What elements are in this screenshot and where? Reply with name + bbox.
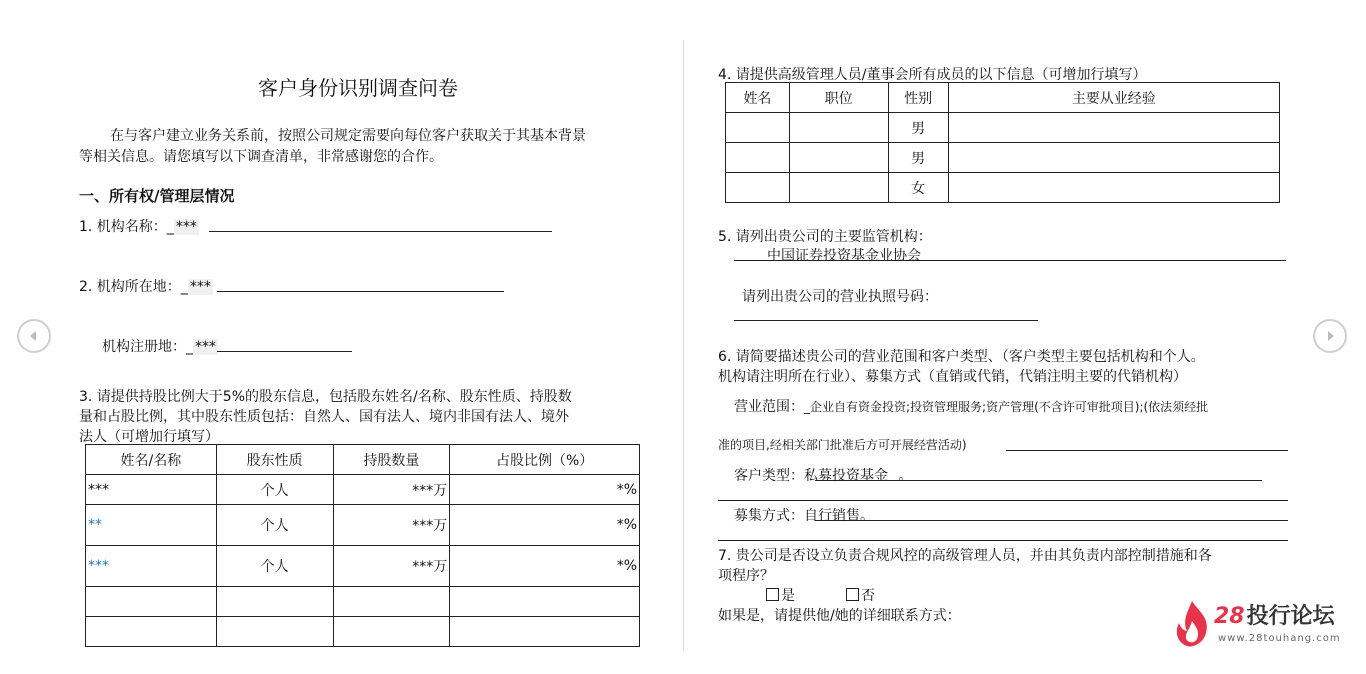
shareholder-pct: *% <box>450 475 640 505</box>
q3-line-2: 量和占股比例，其中股东性质包括：自然人、国有法人、境内非国有法人、境外 <box>79 409 569 425</box>
mgmt-position <box>789 113 888 143</box>
shareholder-type: 个人 <box>216 505 333 546</box>
table-row <box>726 143 1280 173</box>
shareholder-qty <box>333 617 450 647</box>
mgmt-gender: 男 <box>888 113 948 143</box>
raise-method-tail: 。 <box>860 508 874 524</box>
shareholder-name: ** <box>86 505 217 546</box>
org-name-value: *** <box>175 219 197 235</box>
q4-text: 4. 请提供高级管理人员/董事会所有成员的以下信息（可增加行填写） <box>718 67 1147 83</box>
table-row <box>726 113 1280 143</box>
mgmt-name <box>726 173 790 203</box>
raise-method-underline <box>815 520 1288 521</box>
table-row <box>86 587 640 617</box>
col-header-name: 姓名/名称 <box>86 445 217 475</box>
option-no[interactable]: 否 <box>846 585 875 605</box>
chevron-left-icon <box>27 329 41 343</box>
shareholder-qty <box>333 587 450 617</box>
shareholder-table <box>85 444 640 647</box>
shareholder-type: 个人 <box>216 546 333 587</box>
scope-underline <box>1006 450 1288 451</box>
raise-method-line: 募集方式：自行销售。 <box>734 508 874 524</box>
col-header-type: 股东性质 <box>216 445 333 475</box>
scope-value-1: _企业自有资金投资;投资管理服务;资产管理(不含许可审批项目);(依法须经批 <box>804 400 1209 414</box>
table-row <box>86 617 640 647</box>
raise-method-rule <box>718 540 1288 541</box>
shareholder-name: *** <box>86 475 217 505</box>
option-yes[interactable]: 是 <box>766 585 795 605</box>
q7-line-1: 7. 贵公司是否设立负责合规风控的高级管理人员，并由其负责内部控制措施和各 <box>718 548 1212 564</box>
q3-line-3: 法人（可增加行填写） <box>79 429 219 445</box>
table-row <box>726 173 1280 203</box>
license-label: 请列出贵公司的营业执照号码： <box>742 289 938 305</box>
chevron-right-icon <box>1323 329 1337 343</box>
mgmt-gender: 女 <box>888 173 948 203</box>
mgmt-name <box>726 113 790 143</box>
table-row <box>86 475 640 505</box>
management-header-row <box>726 83 1280 113</box>
checkbox-yes[interactable] <box>766 588 779 601</box>
shareholder-name <box>86 617 217 647</box>
org-name-underline <box>209 231 552 232</box>
client-type-underline <box>815 480 1262 481</box>
mgmt-experience <box>948 173 1279 203</box>
watermark-url: www.28touhang.com <box>1218 633 1341 644</box>
license-underline <box>734 320 1038 321</box>
scope-line-1: 营业范围：_企业自有资金投资;投资管理服务;资产管理(不含许可审批项目);(依法须经批 <box>734 399 1209 415</box>
mgmt-experience <box>948 143 1279 173</box>
mgmt-position <box>789 173 888 203</box>
mgmt-name <box>726 143 790 173</box>
col-header-gender: 性别 <box>888 83 948 113</box>
shareholder-name <box>86 587 217 617</box>
col-header-position: 职位 <box>789 83 888 113</box>
intro-line-1: 在与客户建立业务关系前，按照公司规定需要向每位客户获取关于其基本背景 <box>110 128 586 144</box>
contact-prompt: 如果是，请提供他/她的详细联系方式： <box>718 608 961 624</box>
org-registration-underline <box>217 351 352 352</box>
intro-line-2: 等相关信息。请您填写以下调查清单，非常感谢您的合作。 <box>79 149 443 165</box>
col-header-pct: 占股比例（%） <box>450 445 640 475</box>
section-heading: 一、所有权/管理层情况 <box>79 187 235 205</box>
client-type-line: 客户类型：私募投资基金 。 <box>734 468 913 484</box>
regulator-underline <box>734 260 1286 261</box>
mgmt-experience <box>948 113 1279 143</box>
shareholder-qty: ***万 <box>333 475 450 505</box>
shareholder-type <box>216 617 333 647</box>
checkbox-no[interactable] <box>846 588 859 601</box>
shareholder-type <box>216 587 333 617</box>
q5-text: 5. 请列出贵公司的主要监管机构： <box>718 229 932 245</box>
raise-method-value: 自行销售 <box>804 508 860 524</box>
col-header-qty: 持股数量 <box>333 445 450 475</box>
table-row <box>86 505 640 546</box>
watermark-brand: 28投行论坛 <box>1214 604 1335 629</box>
client-type-tail: 。 <box>898 468 913 484</box>
page-title: 客户身份识别调查问卷 <box>258 76 458 100</box>
management-table <box>725 82 1280 203</box>
shareholder-qty: ***万 <box>333 505 450 546</box>
org-location-label: 2. 机构所在地：_ *** <box>79 279 211 295</box>
mgmt-position <box>789 143 888 173</box>
shareholder-pct <box>450 617 640 647</box>
org-registration-label: 机构注册地：_ *** <box>102 339 216 355</box>
q6-line-2: 机构请注明所在行业）、募集方式（直销或代销，代销注明主要的代销机构） <box>718 369 1187 385</box>
mgmt-gender: 男 <box>888 143 948 173</box>
shareholder-type: 个人 <box>216 475 333 505</box>
shareholder-qty: ***万 <box>333 546 450 587</box>
watermark-logo <box>1172 599 1352 651</box>
col-header-experience: 主要从业经验 <box>948 83 1279 113</box>
client-type-rule <box>718 500 1288 501</box>
prev-page-button[interactable] <box>17 319 51 353</box>
org-name-label: 1. 机构名称：_ *** <box>79 219 197 235</box>
q7-line-2: 项程序？ <box>718 568 774 584</box>
scope-value-2: 准的项目,经相关部门批准后方可开展经营活动) <box>718 438 967 452</box>
regulator-answer: 中国证券投资基金业协会 <box>767 248 921 264</box>
flame-icon <box>1172 599 1212 649</box>
shareholder-header-row <box>86 445 640 475</box>
col-header-name: 姓名 <box>726 83 790 113</box>
table-row <box>86 546 640 587</box>
org-location-underline <box>217 291 504 292</box>
q3-line-1: 3. 请提供持股比例大于5%的股东信息，包括股东姓名/名称、股东性质、持股数 <box>79 389 572 405</box>
shareholder-pct <box>450 587 640 617</box>
client-type-value: 私募投资基金 <box>804 468 888 484</box>
next-page-button[interactable] <box>1313 319 1347 353</box>
page-divider <box>683 40 684 650</box>
org-registration-value: *** <box>195 339 216 355</box>
shareholder-name: *** <box>86 546 217 587</box>
q6-line-1: 6. 请简要描述贵公司的营业范围和客户类型、（客户类型主要包括机构和个人。 <box>718 349 1205 365</box>
shareholder-pct: *% <box>450 546 640 587</box>
shareholder-pct: *% <box>450 505 640 546</box>
org-location-value: *** <box>189 279 211 295</box>
